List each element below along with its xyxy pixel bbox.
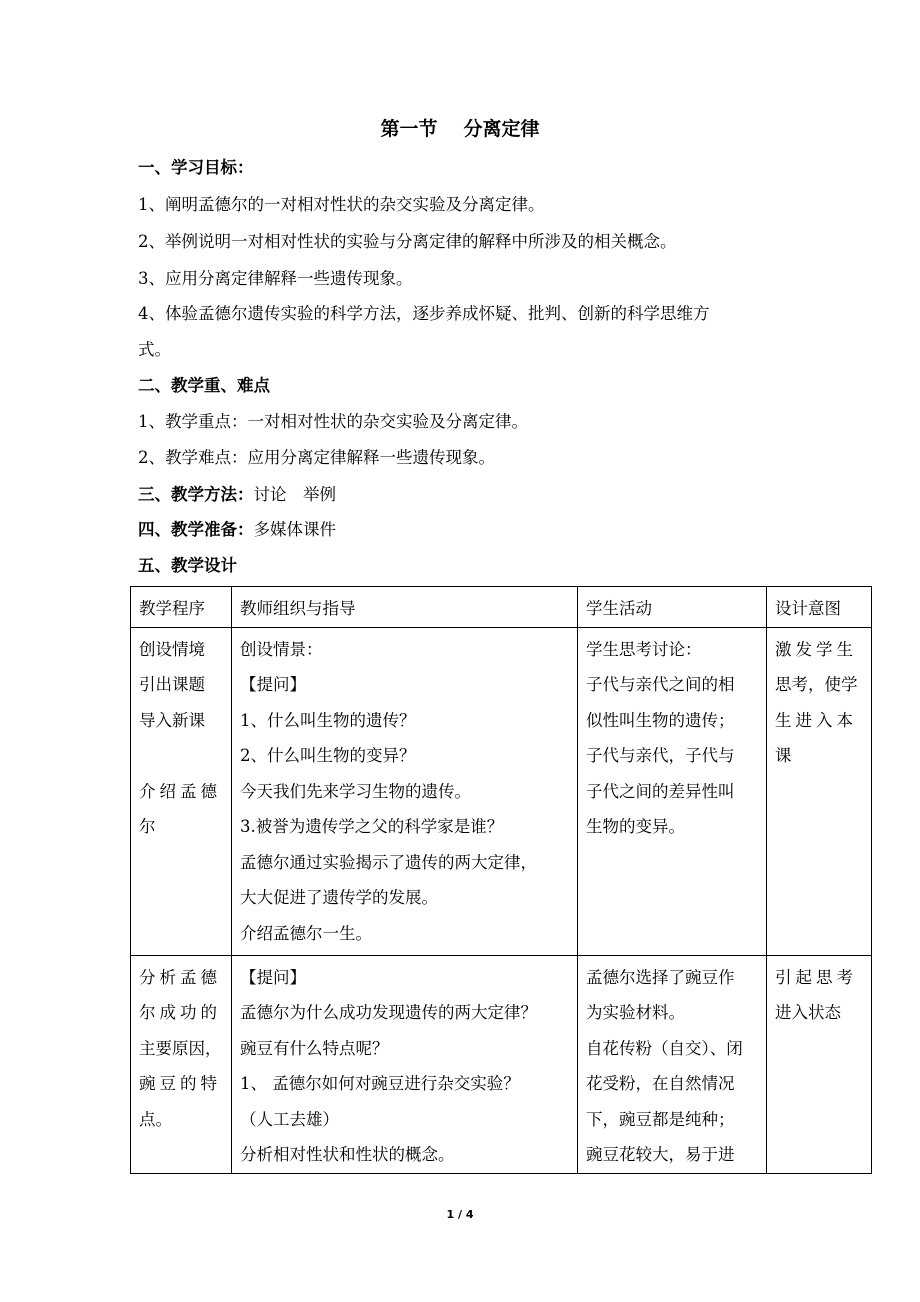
cell-line: 下，豌豆都是纯种； (586, 1109, 735, 1129)
cell-line: 豌豆花较大，易于进 (586, 1145, 735, 1164)
header-procedure: 教学程序 (131, 587, 232, 628)
method-line (138, 481, 336, 505)
header-intent: 设计意图 (767, 587, 872, 628)
cell-line: 生进入本 (775, 710, 857, 730)
cell-line: 分析孟德 (139, 967, 221, 987)
cell-line: 子代之间的差异性叫 (586, 781, 735, 801)
cell-line: 尔成功的 (139, 1003, 221, 1022)
cell-line: 课 (775, 746, 792, 765)
procedure-cell (131, 955, 232, 1173)
design-heading: 五、教学设计 (138, 556, 237, 575)
student-cell (578, 627, 767, 955)
cell-line: 自花传粉（自交）、闭 (586, 1038, 743, 1058)
cell-line: 【提问】 (240, 675, 306, 694)
objective-item: 1、阐明孟德尔的一对相对性状的杂交实验及分离定律。 (138, 195, 545, 214)
cell-line: 点。 (139, 1109, 172, 1129)
cell-line: 子代与亲代之间的相 (586, 675, 735, 694)
intent-cell (767, 955, 872, 1173)
objective-item: 2、举例说明一对相对性状的实验与分离定律的解释中所涉及的相关概念。 (138, 232, 677, 251)
key-points-heading: 二、教学重、难点 (138, 376, 270, 395)
title-topic: 分离定律 (463, 118, 540, 140)
table-row (131, 627, 872, 955)
cell-line: 孟德尔通过实验揭示了遗传的两大定律， (240, 852, 537, 872)
key-point-item: 2、教学难点：应用分离定律解释一些遗传现象。 (138, 448, 495, 467)
cell-line: 子代与亲代，子代与 (586, 746, 735, 765)
cell-line: 引起思考 (775, 967, 857, 987)
objective-item: 4、体验孟德尔遗传实验的科学方法，逐步养成怀疑、批判、创新的科学思维方 (138, 304, 710, 323)
page-title (0, 114, 920, 141)
cell-line: 进入状态 (775, 1003, 841, 1022)
method-value: 讨论 举例 (253, 485, 336, 504)
cell-line: 2、什么叫生物的变异？ (240, 746, 416, 765)
cell-line: 学生思考讨论： (586, 639, 702, 659)
cell-line: 思考，使学 (775, 675, 858, 694)
page-number: 1 / 4 (446, 1208, 474, 1221)
header-teacher: 教师组织与指导 (232, 587, 578, 628)
objectives-heading: 一、学习目标： (138, 158, 254, 177)
cell-line: 创设情景： (240, 639, 323, 659)
key-point-item: 1、教学重点：一对相对性状的杂交实验及分离定律。 (138, 412, 528, 431)
cell-line: 1、 孟德尔如何对豌豆进行杂交实验？ (240, 1074, 520, 1093)
cell-line: 尔 (139, 817, 156, 836)
preparation-value: 多媒体课件 (253, 520, 336, 539)
cell-line: 激发学生 (775, 639, 857, 659)
cell-line: 为实验材料。 (586, 1003, 685, 1022)
cell-line: 大大促进了遗传学的发展。 (240, 888, 438, 907)
cell-line: 花受粉，在自然情况 (586, 1074, 735, 1093)
objective-item-continued: 式。 (138, 340, 171, 359)
teacher-cell (232, 955, 578, 1173)
teaching-design-table (130, 586, 872, 1174)
preparation-line (138, 516, 336, 540)
method-heading: 三、教学方法： (138, 485, 254, 504)
cell-line: 引出课题 (139, 675, 205, 694)
cell-line: 豌豆的特 (139, 1074, 221, 1093)
table-row (131, 955, 872, 1173)
cell-line: 生物的变异。 (586, 817, 685, 836)
cell-line: 似性叫生物的遗传； (586, 710, 735, 730)
cell-line: （人工去雄） (240, 1109, 339, 1129)
cell-line: 孟德尔为什么成功发现遗传的两大定律？ (240, 1003, 537, 1022)
student-cell (578, 955, 767, 1173)
cell-line: 今天我们先来学习生物的遗传。 (240, 781, 471, 801)
procedure-cell (131, 627, 232, 955)
teacher-cell (232, 627, 578, 955)
cell-line: 介绍孟德尔一生。 (240, 923, 372, 943)
cell-line: 【提问】 (240, 967, 306, 987)
preparation-heading: 四、教学准备： (138, 520, 254, 539)
cell-line: 1、什么叫生物的遗传？ (240, 710, 416, 730)
cell-line: 孟德尔选择了豌豆作 (586, 967, 735, 987)
cell-line: 创设情境 (139, 639, 205, 659)
cell-line: 导入新课 (139, 710, 205, 730)
table-header-row (131, 587, 872, 628)
cell-line: 3.被誉为遗传学之父的科学家是谁？ (240, 817, 504, 836)
title-section-number: 第一节 (380, 118, 438, 140)
objective-item: 3、应用分离定律解释一些遗传现象。 (138, 269, 413, 288)
cell-line: 豌豆有什么特点呢？ (240, 1038, 389, 1058)
cell-line: 主要原因， (139, 1038, 222, 1058)
header-student: 学生活动 (578, 587, 767, 628)
cell-line: 分析相对性状和性状的概念。 (240, 1145, 455, 1164)
intent-cell (767, 627, 872, 955)
cell-line (139, 738, 223, 774)
cell-line: 介绍孟德 (139, 781, 221, 801)
